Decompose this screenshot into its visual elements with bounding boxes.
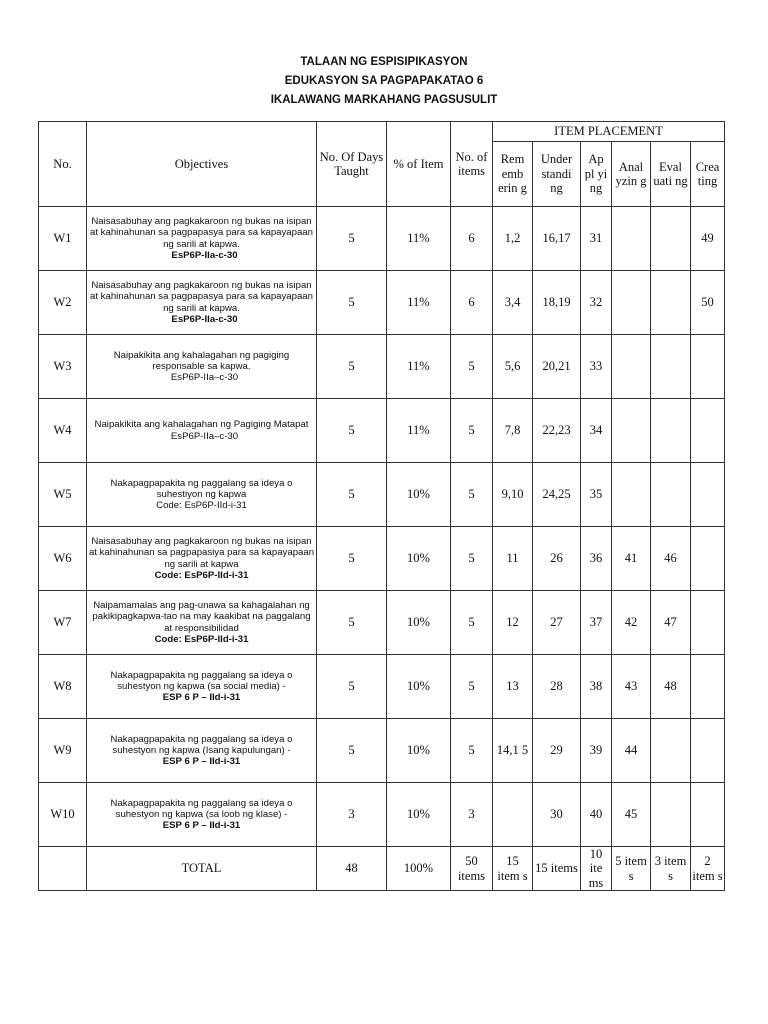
objective-text: Naisasabuhay ang pagkakaroon ng bukas na isipan at kahinahunan sa pagpapasiya para sa kapayapaan ng sarili at kapwa: [88, 536, 315, 570]
objective-text: Nakapagpapakita ng paggalang sa ideya o suhestyon ng kapwa (Isang kapulungan) -: [110, 733, 293, 756]
analyzing-items: 42: [612, 591, 651, 655]
total-evaluating: 3 item s: [651, 847, 691, 891]
total-applying: 10 ite ms: [581, 847, 612, 891]
evaluating-items: [651, 207, 691, 271]
objective-cell: [87, 271, 317, 335]
objective-cell: [87, 655, 317, 719]
table-row: [39, 271, 725, 335]
row-number: W7: [39, 591, 87, 655]
creating-items: [691, 463, 725, 527]
total-remembering: 15 item s: [493, 847, 533, 891]
understanding-items: 26: [533, 527, 581, 591]
remembering-items: 11: [493, 527, 533, 591]
col-header-no: No.: [39, 122, 87, 207]
days-taught: 5: [317, 271, 387, 335]
understanding-items: 16,17: [533, 207, 581, 271]
competency-code: EsP6P-IIa-c-30: [171, 313, 238, 325]
applying-items: 38: [581, 655, 612, 719]
creating-items: [691, 783, 725, 847]
objective-text: Naisasabuhay ang pagkakaroon ng bukas na isipan at kahinahunan sa pagpapasya para sa kapayapaan ng sarili at kapwa.: [90, 280, 313, 314]
applying-items: 35: [581, 463, 612, 527]
document-exam-name: IKALAWANG MARKAHANG PAGSUSULIT: [270, 94, 498, 106]
row-number: W5: [39, 463, 87, 527]
table-row: [39, 335, 725, 399]
analyzing-items: 45: [612, 783, 651, 847]
days-taught: 5: [317, 335, 387, 399]
objective-text: Naipakikita ang kahalagahan ng Pagiging Matapat: [94, 419, 309, 431]
days-taught: 3: [317, 783, 387, 847]
percent-item: 10%: [387, 783, 451, 847]
creating-items: [691, 335, 725, 399]
evaluating-items: [651, 463, 691, 527]
col-header-no-of-items: No. of items: [451, 122, 493, 207]
days-taught: 5: [317, 399, 387, 463]
no-of-items: 5: [451, 719, 493, 783]
total-items: 50 items: [451, 847, 493, 891]
competency-code: ESP 6 P – IId-i-31: [162, 820, 241, 832]
competency-code: EsP6P-IIa–c-30: [170, 430, 239, 442]
no-of-items: 5: [451, 655, 493, 719]
creating-items: [691, 399, 725, 463]
total-blank-cell: [39, 847, 87, 891]
competency-code: EsP6P-IIa–c-30: [170, 372, 239, 384]
applying-items: 40: [581, 783, 612, 847]
no-of-items: 5: [451, 335, 493, 399]
creating-items: [691, 527, 725, 591]
days-taught: 5: [317, 655, 387, 719]
row-number: W6: [39, 527, 87, 591]
days-taught: 5: [317, 591, 387, 655]
objective-cell: [87, 527, 317, 591]
understanding-items: 20,21: [533, 335, 581, 399]
evaluating-items: 46: [651, 527, 691, 591]
specification-table: [38, 121, 725, 891]
document-title: TALAAN NG ESPISIPIKASYON: [300, 56, 468, 68]
understanding-items: 27: [533, 591, 581, 655]
understanding-items: 24,25: [533, 463, 581, 527]
remembering-items: 3,4: [493, 271, 533, 335]
remembering-items: 13: [493, 655, 533, 719]
row-number: W9: [39, 719, 87, 783]
objective-text: Naisasabuhay ang pagkakaroon ng bukas na isipan at kahinahunan sa pagpapasya para sa kapayapaan ng sarili at kapwa.: [90, 216, 313, 250]
no-of-items: 6: [451, 207, 493, 271]
creating-items: 50: [691, 271, 725, 335]
evaluating-items: [651, 399, 691, 463]
row-number: W2: [39, 271, 87, 335]
col-header-applying: Ap pl yi ng: [581, 142, 612, 207]
total-row: [39, 847, 725, 891]
remembering-items: 1,2: [493, 207, 533, 271]
no-of-items: 5: [451, 591, 493, 655]
creating-items: 49: [691, 207, 725, 271]
analyzing-items: 43: [612, 655, 651, 719]
table-row: [39, 207, 725, 271]
no-of-items: 5: [451, 399, 493, 463]
competency-code: EsP6P-IIa-c-30: [171, 249, 238, 261]
percent-item: 11%: [387, 335, 451, 399]
remembering-items: 12: [493, 591, 533, 655]
analyzing-items: [612, 399, 651, 463]
percent-item: 10%: [387, 719, 451, 783]
col-header-objectives: Objectives: [87, 122, 317, 207]
applying-items: 32: [581, 271, 612, 335]
creating-items: [691, 655, 725, 719]
competency-code: Code: EsP6P-IId-i-31: [154, 569, 249, 581]
col-header-analyzing: Anal yzin g: [612, 142, 651, 207]
table-row: [39, 591, 725, 655]
col-header-creating: Crea ting: [691, 142, 725, 207]
days-taught: 5: [317, 719, 387, 783]
applying-items: 31: [581, 207, 612, 271]
analyzing-items: 41: [612, 527, 651, 591]
objective-cell: [87, 463, 317, 527]
understanding-items: 18,19: [533, 271, 581, 335]
row-number: W8: [39, 655, 87, 719]
col-header-remembering: Rem emb erin g: [493, 142, 533, 207]
objective-text: Nakapagpapakita ng paggalang sa ideya o suhestyon ng kapwa (sa social media) -: [110, 669, 293, 692]
col-header-understanding: Under standi ng: [533, 142, 581, 207]
table-row: [39, 463, 725, 527]
objective-cell: [87, 591, 317, 655]
remembering-items: 14,1 5: [493, 719, 533, 783]
objective-text: Naipamamalas ang pag-unawa sa kahagalahan ng pakikipagkapwa-tao na may kaakibat na paggalang at responsibilidad: [92, 600, 311, 634]
percent-item: 10%: [387, 655, 451, 719]
total-percent: 100%: [387, 847, 451, 891]
table-row: [39, 783, 725, 847]
evaluating-items: [651, 719, 691, 783]
days-taught: 5: [317, 527, 387, 591]
col-header-days-taught: No. Of Days Taught: [317, 122, 387, 207]
col-header-percent-item: % of Item: [387, 122, 451, 207]
understanding-items: 30: [533, 783, 581, 847]
percent-item: 10%: [387, 463, 451, 527]
no-of-items: 3: [451, 783, 493, 847]
total-analyzing: 5 item s: [612, 847, 651, 891]
understanding-items: 22,23: [533, 399, 581, 463]
evaluating-items: [651, 335, 691, 399]
applying-items: 36: [581, 527, 612, 591]
percent-item: 10%: [387, 527, 451, 591]
table-row: [39, 399, 725, 463]
objective-cell: [87, 335, 317, 399]
applying-items: 39: [581, 719, 612, 783]
analyzing-items: [612, 207, 651, 271]
remembering-items: 7,8: [493, 399, 533, 463]
applying-items: 37: [581, 591, 612, 655]
col-header-evaluating: Eval uati ng: [651, 142, 691, 207]
objective-text: Nakapagpapakita ng paggalang sa ideya o suhestyon ng kapwa (sa loob ng klase) -: [110, 797, 293, 820]
competency-code: ESP 6 P – IId-i-31: [162, 692, 241, 704]
percent-item: 11%: [387, 271, 451, 335]
col-header-item-placement: ITEM PLACEMENT: [493, 122, 725, 142]
creating-items: [691, 591, 725, 655]
no-of-items: 5: [451, 527, 493, 591]
table-row: [39, 655, 725, 719]
analyzing-items: [612, 463, 651, 527]
document-subject: EDUKASYON SA PAGPAPAKATAO 6: [284, 75, 484, 87]
percent-item: 10%: [387, 591, 451, 655]
total-label: TOTAL: [87, 847, 317, 891]
competency-code: ESP 6 P – IId-i-31: [162, 756, 241, 768]
creating-items: [691, 719, 725, 783]
table-row: [39, 527, 725, 591]
remembering-items: 9,10: [493, 463, 533, 527]
no-of-items: 5: [451, 463, 493, 527]
analyzing-items: [612, 335, 651, 399]
objective-cell: [87, 719, 317, 783]
evaluating-items: [651, 783, 691, 847]
row-number: W1: [39, 207, 87, 271]
applying-items: 34: [581, 399, 612, 463]
understanding-items: 29: [533, 719, 581, 783]
objective-text: Nakapagpapakita ng paggalang sa ideya o suhestiyon ng kapwa: [110, 477, 293, 500]
objective-cell: [87, 783, 317, 847]
row-number: W4: [39, 399, 87, 463]
row-number: W10: [39, 783, 87, 847]
objective-cell: [87, 207, 317, 271]
applying-items: 33: [581, 335, 612, 399]
competency-code: Code: EsP6P-IId-i-31: [154, 633, 249, 645]
total-days-taught: 48: [317, 847, 387, 891]
objective-text: Naipakikita ang kahalagahan ng pagiging responsable sa kapwa.: [113, 349, 290, 372]
analyzing-items: [612, 271, 651, 335]
total-creating: 2 item s: [691, 847, 725, 891]
remembering-items: 5,6: [493, 335, 533, 399]
percent-item: 11%: [387, 399, 451, 463]
remembering-items: [493, 783, 533, 847]
percent-item: 11%: [387, 207, 451, 271]
evaluating-items: [651, 271, 691, 335]
competency-code: Code: EsP6P-IId-i-31: [156, 500, 247, 512]
evaluating-items: 48: [651, 655, 691, 719]
analyzing-items: 44: [612, 719, 651, 783]
row-number: W3: [39, 335, 87, 399]
days-taught: 5: [317, 463, 387, 527]
days-taught: 5: [317, 207, 387, 271]
understanding-items: 28: [533, 655, 581, 719]
evaluating-items: 47: [651, 591, 691, 655]
total-understanding: 15 items: [533, 847, 581, 891]
objective-cell: [87, 399, 317, 463]
table-row: [39, 719, 725, 783]
no-of-items: 6: [451, 271, 493, 335]
